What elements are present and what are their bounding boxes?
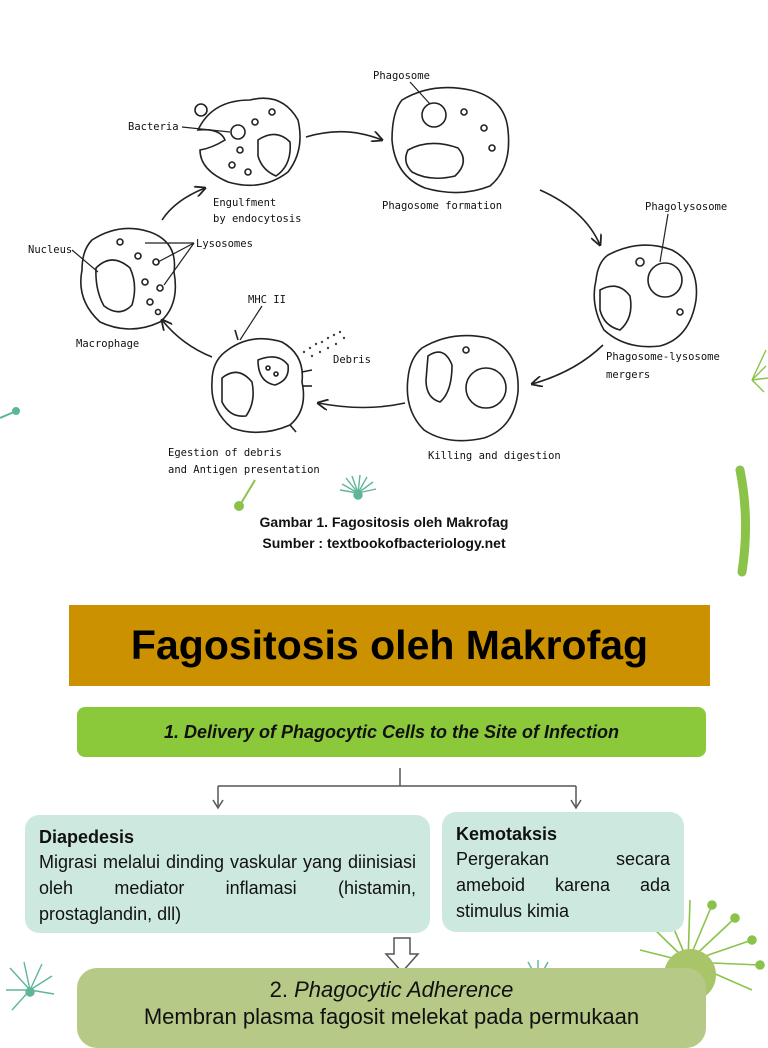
decor-dandelion-bottom-left <box>6 962 54 1010</box>
label-killing: Killing and digestion <box>428 450 561 462</box>
figure-caption-line1: Gambar 1. Fagositosis oleh Makrofag <box>259 514 509 530</box>
cycle-arrows <box>162 132 603 408</box>
arrow-macrophage-to-engulf <box>162 188 205 220</box>
killing-cell <box>407 336 518 441</box>
phagocytosis-cycle-diagram <box>0 0 768 480</box>
step2-box <box>77 968 706 1048</box>
step1-connector <box>0 760 768 816</box>
label-lysosomes: Lysosomes <box>196 238 253 250</box>
kemotaksis-text: Pergerakan secara ameboid karena ada stimulus kimia <box>456 849 670 921</box>
label-phagolysosome: Phagolysosome <box>645 201 728 213</box>
bacteria-pointer <box>182 127 230 132</box>
label-phagosome: Phagosome <box>373 70 430 82</box>
arrow-egestion-to-macrophage <box>162 320 212 357</box>
phagolysosome-cell <box>594 245 696 347</box>
label-mhc: MHC II <box>248 294 286 306</box>
label-debris: Debris <box>333 354 371 366</box>
page-title: Fagositosis oleh Makrofag <box>130 622 649 668</box>
arrow-merger-to-killing <box>532 345 603 384</box>
arrow-formation-to-phagolysosome <box>540 190 600 245</box>
label-nucleus: Nucleus <box>28 244 73 256</box>
label-engulfment-2: by endocytosis <box>213 213 302 225</box>
label-merger-2: mergers <box>606 369 651 381</box>
step2-number: 2. <box>269 977 288 1002</box>
diapedesis-text: Migrasi melalui dinding vaskular yang diinisiasi oleh mediator inflamasi (histamin, prostaglandin, dll) <box>39 852 416 924</box>
label-egestion-2: and Antigen presentation <box>168 464 320 476</box>
arrow-killing-to-egestion <box>318 403 405 408</box>
figure-caption-line2: Sumber : textbookofbacteriology.net <box>262 535 506 551</box>
label-macrophage: Macrophage <box>76 338 140 350</box>
diapedesis-heading: Diapedesis <box>39 827 135 847</box>
label-phagosome-formation: Phagosome formation <box>382 200 503 212</box>
arrow-engulf-to-phagosome <box>306 132 382 140</box>
kemotaksis-box <box>442 812 684 932</box>
title-banner <box>69 605 710 686</box>
label-bacteria: Bacteria <box>128 121 179 133</box>
diapedesis-box <box>25 815 430 933</box>
kemotaksis-heading: Kemotaksis <box>456 824 558 844</box>
step1-label: 1. Delivery of Phagocytic Cells to the Site of Infection <box>163 721 620 742</box>
label-engulfment: Engulfment <box>213 197 277 209</box>
label-egestion: Egestion of debris <box>168 447 282 459</box>
decor-sprig-mid <box>235 480 255 510</box>
engulfment-cell <box>195 98 300 185</box>
label-merger: Phagosome-lysosome <box>606 351 720 363</box>
phagosome-formation-cell <box>392 88 509 193</box>
step2-text: Membran plasma fagosit melekat pada permukaan <box>143 1004 640 1029</box>
step1-box <box>77 707 706 757</box>
step2-heading <box>77 968 706 1003</box>
step2-title: Phagocytic Adherence <box>294 977 514 1002</box>
egestion-cell <box>212 330 312 432</box>
